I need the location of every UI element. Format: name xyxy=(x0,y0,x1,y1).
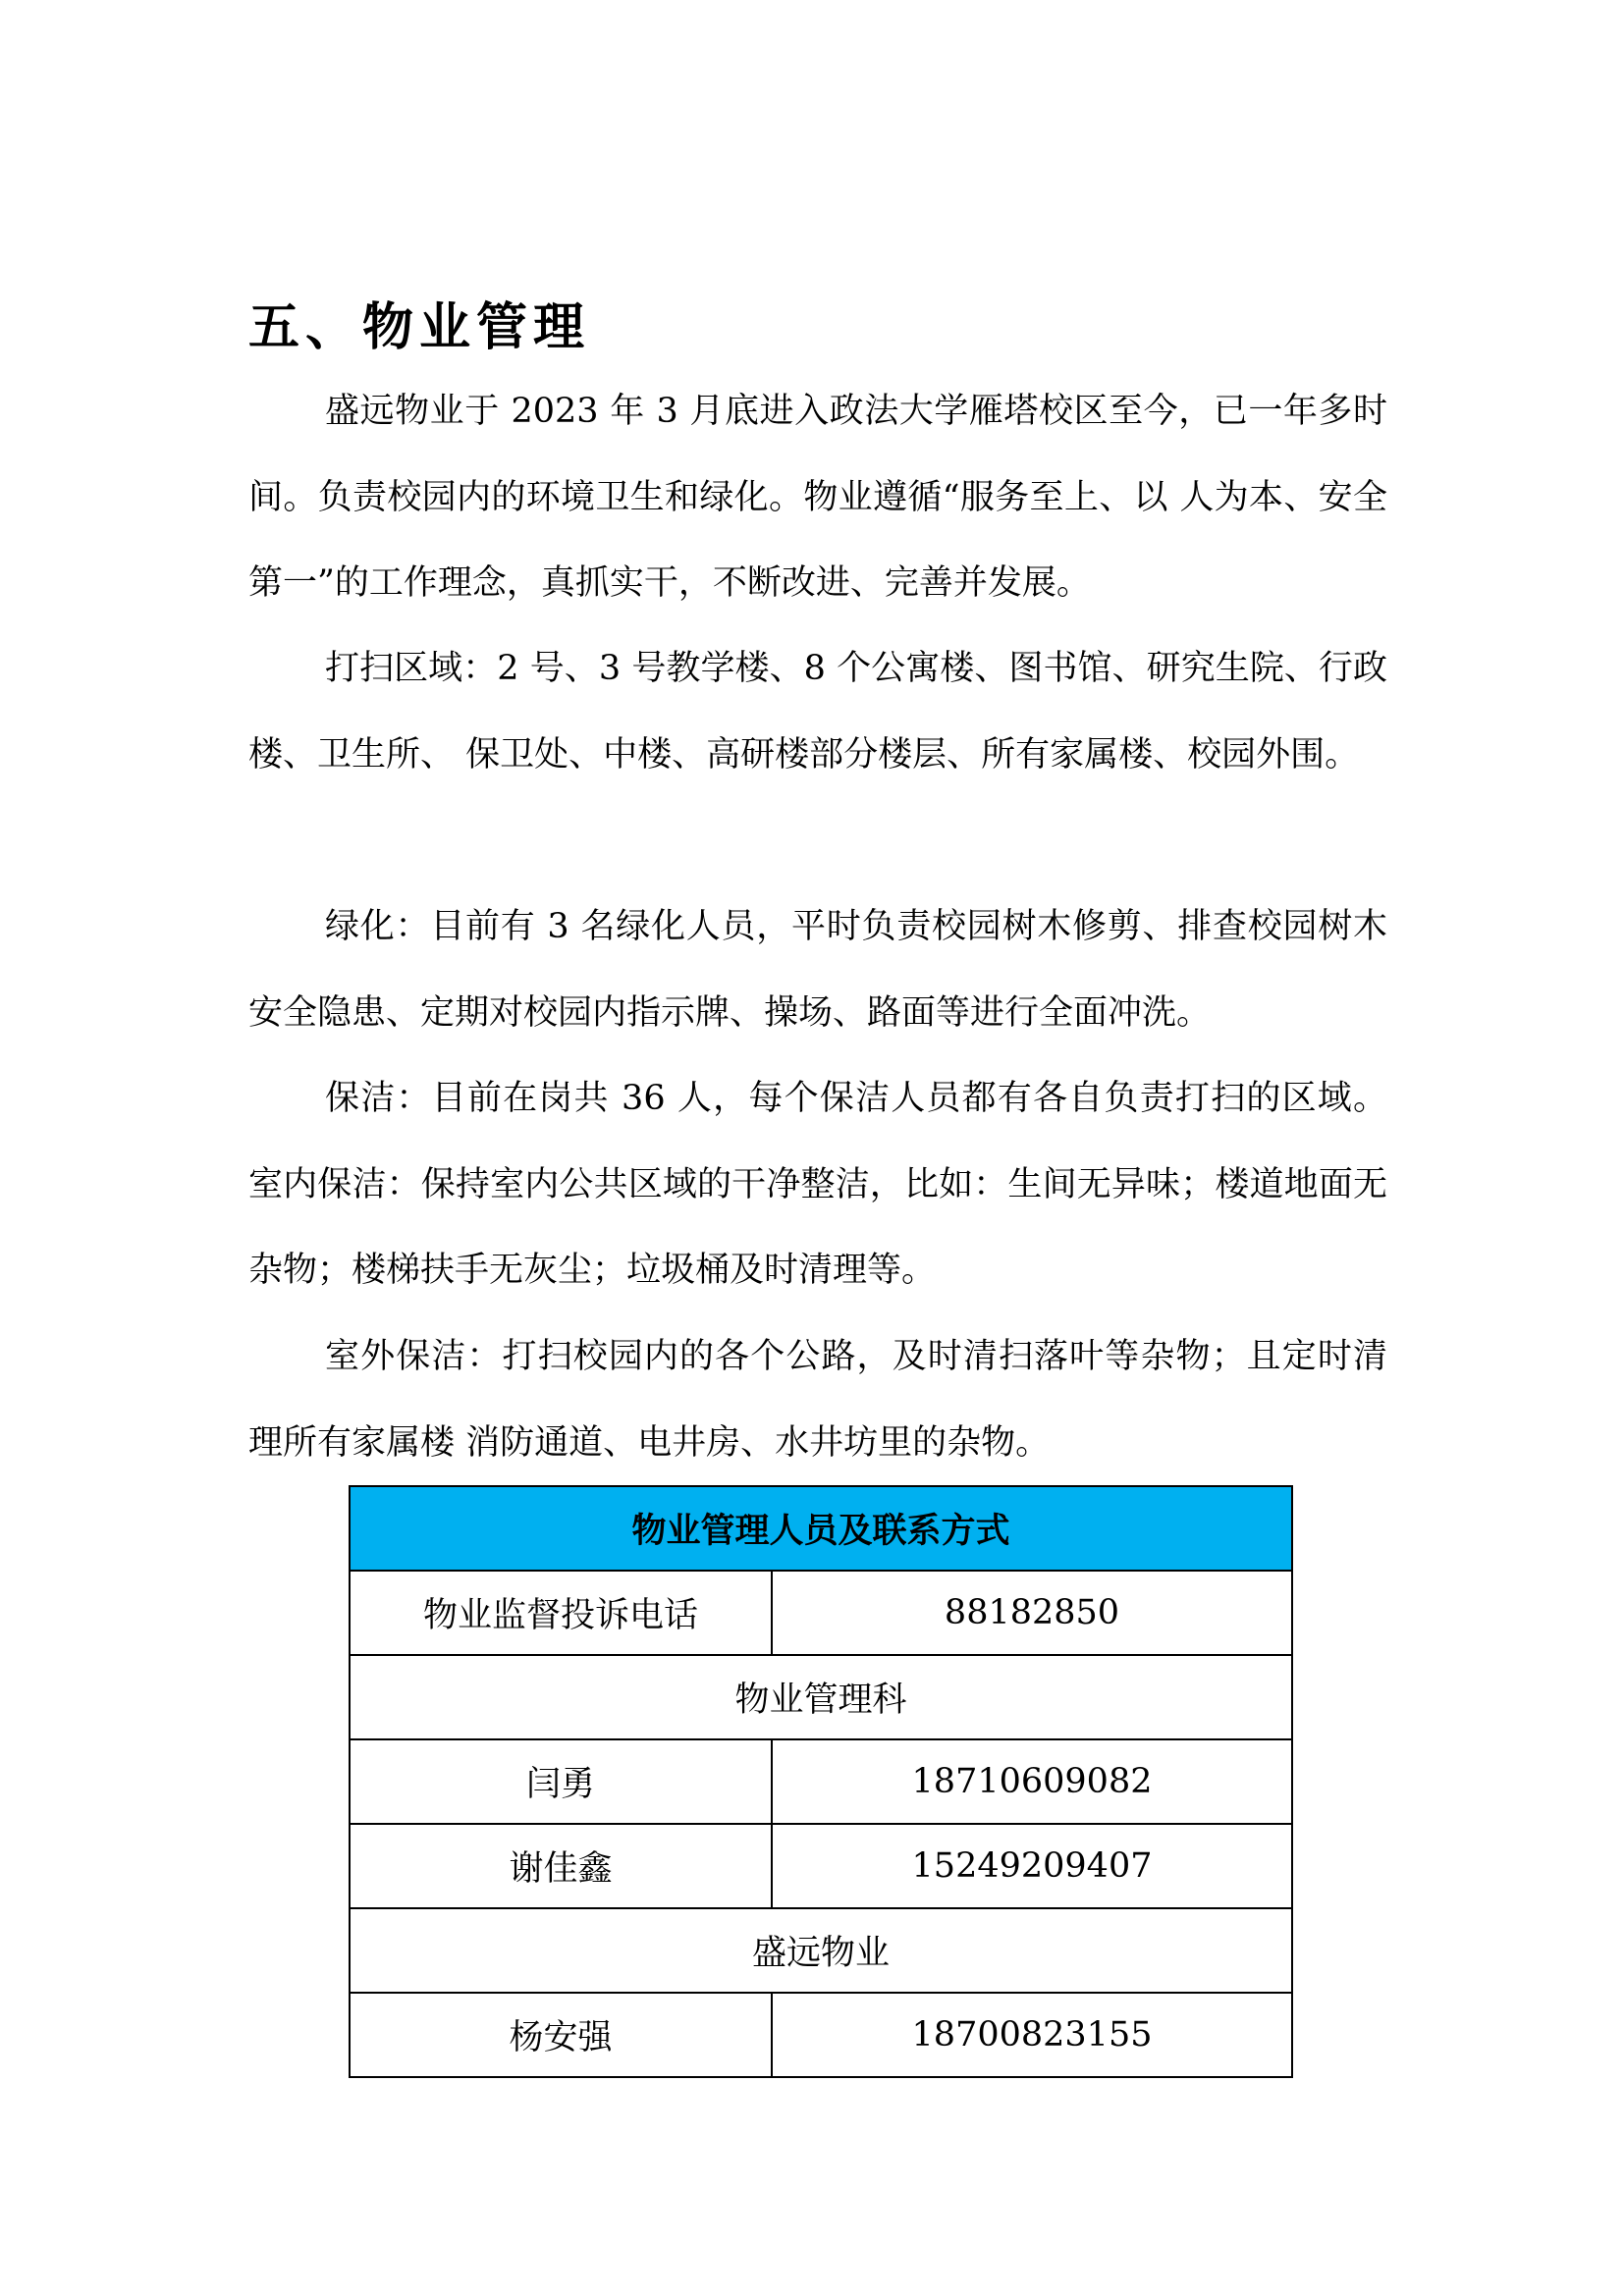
paragraph-intro: 盛远物业于 2023 年 3 月底进入政法大学雁塔校区至今，已一年多时间。负责校园内的环境卫生和绿化。物业遵循“服务至上、以 人为本、安全第一”的工作理念，真抓实干，不断改进、完善并发展。 xyxy=(248,392,1387,603)
group-name: 物业管理科 xyxy=(350,1655,1292,1739)
contact-name: 谢佳鑫 xyxy=(350,1824,772,1908)
complaint-label: 物业监督投诉电话 xyxy=(350,1571,772,1655)
contact-phone: 18710609082 xyxy=(772,1739,1292,1824)
group-name: 盛远物业 xyxy=(350,1908,1292,1993)
contact-phone: 15249209407 xyxy=(772,1824,1292,1908)
table-title: 物业管理人员及联系方式 xyxy=(350,1486,1292,1571)
contacts-table xyxy=(349,1485,1293,2078)
paragraph-cleaning-staff: 保洁：目前在岗共 36 人，每个保洁人员都有各自负责打扫的区域。 室内保洁：保持室内公共区域的干净整洁，比如：生间无异味；楼道地面无杂物；楼梯扶手无灰尘；垃圾桶及时清理等。 xyxy=(248,1079,1387,1290)
table-row xyxy=(350,1993,1292,2077)
paragraph-greening: 绿化：目前有 3 名绿化人员，平时负责校园树木修剪、排查校园树木安全隐患、定期对校园内指示牌、操场、路面等进行全面冲洗。 xyxy=(248,907,1387,1033)
section-heading: 五、物业管理 xyxy=(248,298,591,357)
table-title-row xyxy=(350,1486,1292,1571)
table-row xyxy=(350,1571,1292,1655)
contact-name: 闫勇 xyxy=(350,1739,772,1824)
group-row xyxy=(350,1655,1292,1739)
table-row xyxy=(350,1739,1292,1824)
paragraph-outdoor-cleaning: 室外保洁：打扫校园内的各个公路，及时清扫落叶等杂物；且定时清理所有家属楼 消防通道、电井房、水井坊里的杂物。 xyxy=(248,1337,1387,1463)
contact-phone: 18700823155 xyxy=(772,1993,1292,2077)
table-row xyxy=(350,1824,1292,1908)
contact-name: 杨安强 xyxy=(350,1993,772,2077)
complaint-phone: 88182850 xyxy=(772,1571,1292,1655)
group-row xyxy=(350,1908,1292,1993)
paragraph-cleaning-areas: 打扫区域：2 号、3 号教学楼、8 个公寓楼、图书馆、研究生院、行政楼、卫生所、 保卫处、中楼、高研楼部分楼层、所有家属楼、校园外围。 xyxy=(248,649,1387,774)
